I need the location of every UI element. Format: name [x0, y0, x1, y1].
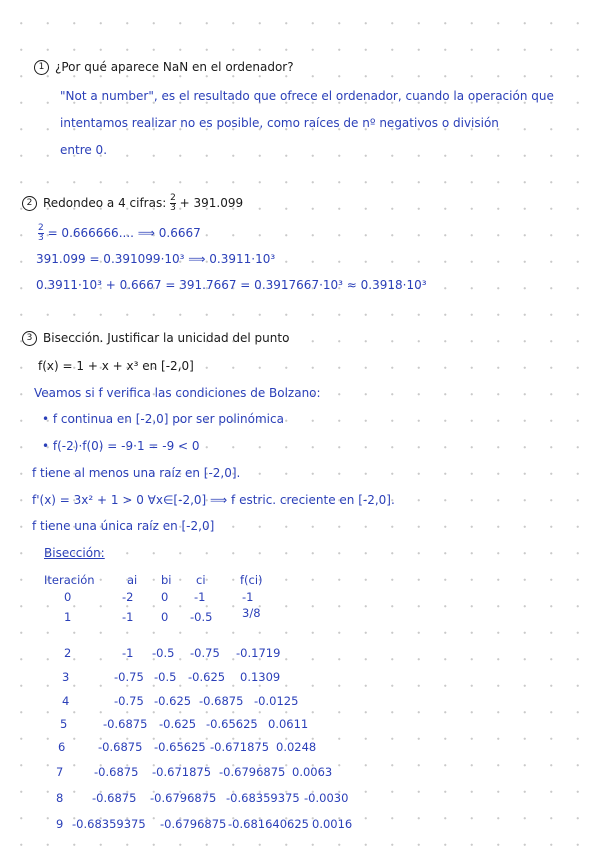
answer-1-line-2: intentamos realizar no es posible, como raíces de nº negativos o división	[60, 116, 499, 130]
conclusion-2: f'(x) = 3x² + 1 > 0 ∀x∈[-2,0] ⟹ f estric. creciente en [-2,0].	[32, 493, 395, 507]
table-cell: -0.6796875	[160, 817, 227, 831]
table-cell: -0.0125	[254, 694, 299, 708]
question-number-circle: 3	[22, 331, 37, 346]
table-cell: -0.65625	[154, 740, 206, 754]
table-cell: -0.6875	[103, 717, 148, 731]
table-cell: 3/8	[242, 606, 261, 620]
table-cell: -0.75	[114, 670, 144, 684]
table-cell: -0.6796875	[150, 791, 217, 805]
table-cell: 0	[161, 610, 169, 624]
function-definition: f(x) = 1 + x + x³ en [-2,0]	[38, 359, 194, 373]
table-cell: -0.6875	[92, 791, 137, 805]
table-cell: -0.681640625	[228, 817, 309, 831]
table-cell: -1	[122, 610, 134, 624]
fraction: $\frac{2}{3}$	[38, 223, 44, 243]
table-cell: 0	[161, 590, 169, 604]
table-cell: -0.6875	[94, 765, 139, 779]
table-cell: -0.6875	[199, 694, 244, 708]
table-cell: -0.671875	[210, 740, 270, 754]
question-3-heading	[22, 331, 289, 346]
table-cell: -0.68359375	[226, 791, 300, 805]
table-cell: -0.75	[114, 694, 144, 708]
table-cell: -0.0030	[304, 791, 349, 805]
table-header: ci	[196, 573, 206, 587]
table-cell: 3	[62, 670, 70, 684]
rounding-line-1: $\frac{2}{3}$ = 0.666666.... ⟹ 0.6667	[38, 223, 201, 243]
table-header: f(ci)	[240, 573, 263, 587]
table-cell: -0.625	[188, 670, 226, 684]
question-1-heading	[34, 60, 294, 75]
table-cell: 8	[56, 791, 64, 805]
table-cell: 9	[56, 817, 64, 831]
conclusion-3: f tiene una única raíz en [-2,0]	[32, 519, 215, 533]
conclusion-1: f tiene al menos una raíz en [-2,0].	[32, 466, 241, 480]
rounding-line-3: 0.3911·10³ + 0.6667 = 391.7667 = 0.3917667·10³ ≈ 0.3918·10³	[36, 278, 427, 292]
question-2-expression: + 391.099	[179, 196, 244, 210]
table-cell: 0.1309	[240, 670, 281, 684]
question-2-heading	[22, 194, 243, 213]
table-cell: 1	[64, 610, 72, 624]
table-cell: 0.0248	[276, 740, 317, 754]
table-cell: -0.625	[159, 717, 197, 731]
table-cell: -0.1719	[236, 646, 281, 660]
table-cell: -0.671875	[152, 765, 212, 779]
table-cell: 2	[64, 646, 72, 660]
table-cell: -0.6796875	[219, 765, 286, 779]
table-cell: -1	[122, 646, 134, 660]
table-header: bi	[161, 573, 172, 587]
table-cell: -1	[194, 590, 206, 604]
rounding-line-2: 391.099 = 0.391099·10³ ⟹ 0.3911·10³	[36, 252, 276, 266]
table-cell: -0.75	[190, 646, 220, 660]
question-number-circle: 1	[34, 60, 49, 75]
question-3-title: Bisección. Justificar la unicidad del punto	[43, 331, 290, 345]
table-cell: 0.0611	[268, 717, 309, 731]
question-number-circle: 2	[22, 196, 37, 211]
answer-1-line-1: "Not a number", es el resultado que ofrece el ordenador, cuando la operación que	[60, 89, 554, 103]
table-header: Iteración	[44, 573, 95, 587]
table-cell: -0.625	[154, 694, 192, 708]
bolzano-condition-2: • f(-2)·f(0) = -9·1 = -9 < 0	[42, 439, 200, 453]
table-cell: -0.65625	[206, 717, 258, 731]
bolzano-intro: Veamos si f verifica las condiciones de Bolzano:	[34, 386, 321, 400]
table-cell: 0	[64, 590, 72, 604]
table-cell: 5	[60, 717, 68, 731]
table-cell: 6	[58, 740, 66, 754]
table-cell: -0.5	[154, 670, 177, 684]
answer-1-line-3: entre 0.	[60, 143, 108, 157]
table-cell: 4	[62, 694, 70, 708]
bolzano-condition-1: • f continua en [-2,0] por ser polinómica	[42, 412, 284, 426]
bisection-title: Bisección:	[44, 546, 105, 560]
table-cell: -0.68359375	[72, 817, 146, 831]
table-cell: -2	[122, 590, 134, 604]
question-2-title: Redondeo a 4 cifras:	[43, 196, 167, 210]
table-cell: -0.5	[152, 646, 175, 660]
table-cell: 0.0016	[312, 817, 353, 831]
table-cell: -0.5	[190, 610, 213, 624]
table-cell: 0.0063	[292, 765, 333, 779]
table-cell: -1	[242, 590, 254, 604]
fraction: $\frac{2}{3}$	[170, 193, 176, 213]
table-header: ai	[127, 573, 138, 587]
table-cell: 7	[56, 765, 64, 779]
table-cell: -0.6875	[98, 740, 143, 754]
question-1-title: ¿Por qué aparece NaN en el ordenador?	[55, 60, 294, 74]
